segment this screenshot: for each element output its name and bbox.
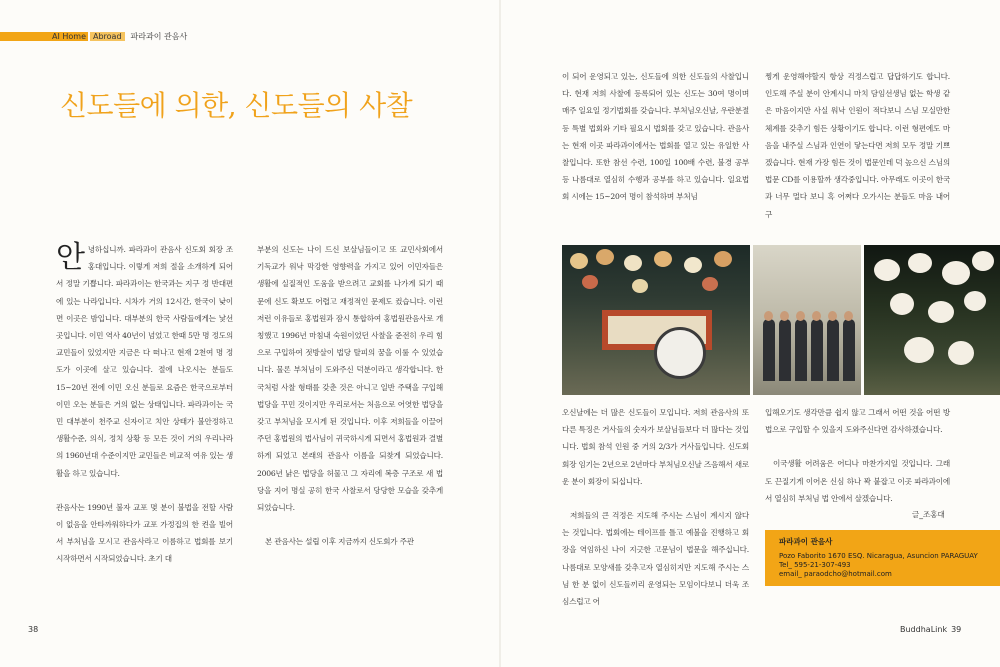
text-column-5 — [562, 404, 749, 627]
text-column-1 — [56, 241, 233, 585]
temple-info-box — [765, 530, 1000, 586]
lanterns-photo — [864, 245, 1000, 395]
magazine-brand: BuddhaLink — [900, 625, 948, 634]
article-title: 신도들에 의한, 신도들의 사찰 — [60, 89, 413, 122]
paragraph: 이국생활 어려움은 어디나 마찬가지일 것입니다. 그래도 끈질기게 이어온 신심 하나 꽉 붙잡고 이곳 파라과이에서 열심히 부처님 법 안에서 살겠습니다. — [765, 459, 950, 503]
page-number-left: 38 — [28, 625, 39, 634]
text-column-3 — [562, 68, 749, 223]
section-tag — [0, 31, 187, 42]
info-email: email_ paraodcho@hotmail.com — [779, 570, 892, 578]
page-number-right: 39 — [951, 625, 962, 634]
paragraph: 관음사는 1990년 불자 교포 몇 분이 불법을 전할 사람이 없음을 안타까워하다가 교포 가정집의 한 켠을 빌어서 부처님을 모시고 관음사라고 이름하고 법회를 보기 시작하면서 시작되었습니다. 초기 대 — [56, 502, 233, 564]
tag-accent-bar — [0, 32, 50, 41]
paragraph: 오신날에는 더 많은 신도들이 모입니다. 저희 관음사의 또 다른 특징은 거사들의 숫자가 보살님들보다 더 많다는 것입니다. 법회 참석 인원 중 거의 2/3가 거사들입니다. 신도회 회장 임기는 2년으로 2년마다 부처님오신날 즈음해서 새로운 분이 회장이 되십니다. — [562, 408, 749, 486]
paragraph: 입해오기도 생각만큼 쉽지 않고 그래서 어떤 것을 어떤 방법으로 구입할 수 있을지 도와주신다면 감사하겠습니다. — [765, 408, 950, 435]
info-address: Pozo Faborito 1670 ESQ. Nicaragua, Asuncion PARAGUAY — [779, 552, 978, 560]
temple-entrance-photo — [562, 245, 750, 395]
paragraph: 녕하십니까. 파라과이 관음사 신도회 회장 조홍대입니다. 이렇게 저희 절을 소개하게 되어서 정말 기쁩니다. 파라과이는 한국과는 지구 정 반대편에 있는 나라입니다. 시차가 거의 12시간, 한국이 낮이면 이곳은 밤입니다. 대부분의 한국 사람들에게는 낯선 곳입니다. 이민 역사 40년이 넘었고 한때 5만 명 정도의 교민들이 있었지만 지금은 다 떠나고 현재 2천여 명 정도가 이곳에 살고 있습니다. 절에 나오시는 분들도 15~20년 전에 이민 오신 분들로 요즘은 한국으로부터 이민 오는 분들은 거의 없는 상태입니다. 파라과이는 국민 대부분이 천주교 신자이고 치안 상태가 불안정하고 생활수준, 의식, 정치 상황 등 모든 것이 거의 우리나라의 1960년대 수준이지만 교민들은 비교적 여유 있는 생활을 하고 있습니다. — [56, 245, 233, 478]
text-column-6 — [765, 404, 950, 524]
info-temple-name: 파라과이 관음사 — [779, 537, 833, 546]
drop-cap: 안 — [56, 240, 85, 275]
author-signature: 글_조홍대 — [912, 510, 945, 519]
tag-section-name: 파라과이 관음사 — [130, 32, 188, 41]
paragraph: 찡게 운영해야할지 항상 걱정스럽고 답답하기도 합니다. 인도해 주실 분이 안계시니 마치 담임선생님 없는 학생 같은 마음이지만 사실 워낙 인원이 적다보니 스님 모실만한 체계를 갖추기 힘든 상황이기도 합니다. 이런 형편에도 마음을 내주실 스님과 인연이 닿는다면 저희 모두 정말 기쁘겠습니다. 현재 가장 힘든 것이 법문인데 덕 높으신 스님의 법문 CD를 이용할까 생각중입니다. 아무래도 이곳이 한국과 너무 멀다 보니 혹 어쩌다 오가시는 분들도 마음 내어 구 — [765, 72, 950, 219]
paragraph: 이 되어 운영되고 있는, 신도들에 의한 신도들의 사찰입니다. 현재 저희 사찰에 등록되어 있는 신도는 30여 명이며 매주 일요일 정기법회를 갖습니다. 부처님오신날, 우란분절 등 특별 법회와 기타 필요시 법회를 갖고 있습니다. 관음사는 현재 이곳 파라과이에서는 법회를 열고 있는 유일한 사찰입니다. 또한 참선 수련, 100일 100배 수련, 불경 공부 등 나름대로 열심히 수행과 공부를 하고 있습니다. 일요법회 시에는 15~20여 명이 참석하며 부처님 — [562, 72, 749, 202]
paragraph: 부분의 신도는 나이 드신 보살님들이고 또 교민사회에서 기독교가 워낙 막강한 영향력을 가지고 있어 이민자들은 생활에 실질적인 도움을 받으려고 교회를 나가게 되기 때문에 신도 확보도 어렵고 재정적인 문제도 컸습니다. 이런 저런 이유들로 홍법원과 잠시 통합하여 홍법원관음사로 개칭했고 1996년 마침내 숙원이었던 사찰을 준전히 우리 힘으로 구입하여 젓방살이 법당 탈피의 꿈을 이룰 수 있었습니다. 물론 부처님이 도와주신 덕분이라고 생각합니다. 한국처럼 사찰 형태를 갖춘 것은 아니고 일반 주택을 구입해 법당을 꾸민 것이지만 우리로서는 처음으로 어엿한 법당을 갖고 부처님을 모시게 된 것입니다. 이후 저희들을 이끌어 주던 홍법원의 법사님이 귀국하시게 되면서 홍법원과 결별하게 되었고 본래의 관음사 이름을 되찾게 되었습니다. 2006년 낡은 법당을 허물고 그 자리에 복층 구조로 새 법당을 지어 명실 공히 한국 사찰로서 당당한 모습을 갖추게 되었습니다. — [257, 245, 443, 513]
text-column-2 — [257, 241, 443, 567]
page-gutter — [499, 0, 501, 667]
members-group-photo — [753, 245, 861, 395]
celebration-sign — [654, 327, 706, 379]
tag-home: AI Home — [52, 32, 86, 41]
page-footer-right — [900, 625, 961, 634]
tag-abroad: Abroad — [90, 32, 125, 41]
paragraph: 본 관음사는 설립 이후 지금까지 신도회가 주관 — [265, 537, 414, 547]
text-column-4 — [765, 68, 950, 240]
paragraph: 저희들의 큰 걱정은 지도해 주시는 스님이 계시지 않다는 것입니다. 법회에는 테이프를 틀고 예불을 진행하고 회장을 역임하신 나이 지긋한 고문님이 법문을 해주십니다. 나름대로 모양새를 갖추고자 열심히지만 지도해 주시는 스님 한 분 없이 신도들끼리 운영되는 모임이다보니 더욱 조심스럽고 어 — [562, 511, 749, 607]
info-telephone: Tel_ 595-21-307-493 — [779, 561, 851, 569]
